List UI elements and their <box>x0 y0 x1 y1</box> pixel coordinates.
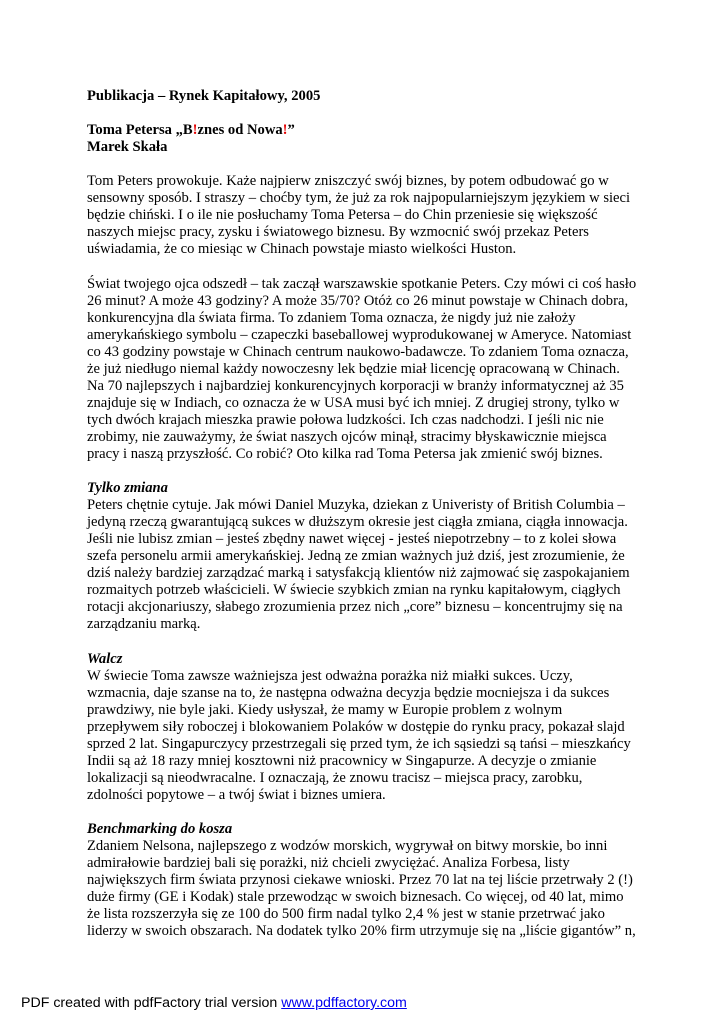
publication-line: Publikacja – Rynek Kapitałowy, 2005 <box>87 88 321 104</box>
section-heading-tylko-zmiana: Tylko zmiana <box>87 480 168 496</box>
footer-text: PDF created with pdfFactory trial version <box>21 995 282 1011</box>
text-line: szefa personelu armii amerykańskiej. Jedną ze zmian ważnych już dziś, jest zrozumienie, że <box>87 548 625 564</box>
text-line: lokalizacji są nieodwracalne. I oznaczają, że znowu tracisz – miejsca pracy, zarobku, <box>87 769 583 786</box>
text-line: zarządzaniu marką. <box>87 616 201 632</box>
text-line: Świat twojego ojca odszedł – tak zaczął warszawskie spotkanie Peters. Czy mówi ci coś hasło <box>87 275 637 292</box>
document-page <box>87 88 642 940</box>
text-line: duże firmy (GE i Kodak) stale przewodząc w swoich biznesach. Co więcej, od 40 lat, mimo <box>87 889 624 905</box>
text-line: sprzed 2 lat. Singapurczycy przestrzegali się przed tym, że ich sąsiedzi są tańsi – mieszkańcy <box>87 735 631 752</box>
text-line: zdolności popytowe – a twój świat i biznes umiera. <box>87 786 386 803</box>
text-line: uświadamia, że co miesiąc w Chinach powstaje miasto wielkości Huston. <box>87 241 517 257</box>
text-line: naszych miejsc pracy, zysku i światowego biznesu. By wzmocnić swój przekaz Peters <box>87 224 589 240</box>
text-line: sensowny sposób. I straszy – choćby tym, że już za rok najpopularniejszym językiem w sieci <box>87 190 631 206</box>
text-line: prawdziwy, nie byle jaki. Kiedy usłyszał, że mamy w Europie problem z wolnym <box>87 701 563 718</box>
text-line: liderzy w swoich obszarach. Na dodatek tylko 20% firm utrzymuje się na „liście gigantów” n, <box>87 923 636 939</box>
text-line: Tom Peters prowokuje. Każe najpierw zniszczyć swój biznes, by potem odbudować go w <box>87 173 609 189</box>
text-line: tych dwóch krajach mieszka prawie połowa ludzkości. Ich czas nadchodzi. I jeśli nic nie <box>87 411 604 428</box>
section-3-paragraph <box>87 838 642 940</box>
text-line: Na 70 najlepszych i najbardziej konkurencyjnych korporacji w branży informatycznej aż 35 <box>87 377 624 394</box>
text-line: wzmacnia, daje szanse na to, że następna odważna decyzja będzie mocniejsza i da sukces <box>87 684 610 701</box>
text-line: że lista rozszerzyła się ze 100 do 500 firm nadal tylko 2,4 % jest w stanie przetrwać jako <box>87 906 605 922</box>
text-line: Zdaniem Nelsona, najlepszego z wodzów morskich, wygrywał on bitwy morskie, bo inni <box>87 838 608 854</box>
text-line: rotacji akcjonariuszy, słabego zrozumienia przez nich „core” biznesu – koncentrujmy się na <box>87 599 623 615</box>
paragraph-2 <box>87 276 642 463</box>
text-line: Jeśli nie lubisz zmian – jesteś zbędny nawet więcej - jesteś niepotrzebny – to z kolei słowa <box>87 531 617 547</box>
section-heading-walcz: Walcz <box>87 650 123 667</box>
intro-paragraph <box>87 173 642 258</box>
text-line: Peters chętnie cytuje. Jak mówi Daniel Muzyka, dziekan z Univeristy of British Columbia – <box>87 497 625 513</box>
text-line: co 43 godziny powstaje w Chinach centrum naukowo-badawcze. To zdaniem Toma oznacza, <box>87 343 629 360</box>
author-name: Marek Skała <box>87 139 168 155</box>
text-line: przepływem siły roboczej i blokowaniem Polaków w dostępie do rynku pracy, pokazał slajd <box>87 718 625 735</box>
text-line: dziś należy bardziej zarządzać marką i satysfakcją klientów niż zajmować się zaspokajaniem <box>87 565 630 581</box>
text-line: W świecie Toma zawsze ważniejsza jest odważna porażka niż miałki sukces. Uczy, <box>87 667 573 684</box>
text-line: pracy i naszą przyszłość. Co robić? Oto kilka rad Toma Petersa jak zmienić swój biznes. <box>87 445 603 462</box>
text-line: amerykańskiego symbolu – czapeczki baseballowej wyprodukowanej w Ameryce. Natomiast <box>87 326 632 343</box>
text-line: znajduje się w Indiach, co oznacza że w USA musi być ich mniej. Z drugiej strony, tylko w <box>87 394 620 411</box>
section-1-paragraph <box>87 497 642 633</box>
pdffactory-link[interactable]: www.pdffactory.com <box>281 995 407 1011</box>
text-line: rozmaitych potrzeb właścicieli. W świecie szybkich zmian na rynku kapitałowym, ciągłych <box>87 582 621 598</box>
text-line: największych firm świata przynosi ciekawe wnioski. Przez 70 lat na tej liście przetrwały 2 (!) <box>87 872 633 888</box>
text-line: jedyną rzeczą gwarantującą sukces w dłuższym okresie jest ciągła zmiana, ciągła innowacja. <box>87 514 628 530</box>
article-title: Toma Petersa „B!znes od Nowa!” <box>87 122 295 138</box>
text-line: Indii są aż 18 razy mniej kosztowni niż pracownicy w Singapurze. A decyzje o zmianie <box>87 752 597 769</box>
pdf-footer <box>21 995 407 1012</box>
section-heading-benchmarking: Benchmarking do kosza <box>87 821 233 837</box>
text-line: admirałowie bardziej bali się porażki, niż chcieli zwyciężać. Analiza Forbesa, listy <box>87 855 570 871</box>
section-2-paragraph <box>87 668 642 804</box>
text-line: że już niedługo niemal każdy nowoczesny lek będzie miał licencję opracowaną w Chinach. <box>87 360 620 377</box>
text-line: 26 minut? A może 43 godziny? A może 35/70? Otóż co 26 minut powstaje w Chinach dobra, <box>87 292 629 309</box>
text-line: konkurencyjna dla świata firma. To zdaniem Toma oznacza, że nigdy już nie założy <box>87 309 576 326</box>
text-line: zrobimy, nie zauważymy, że świat naszych ojców minął, stracimy błyskawicznie miejsca <box>87 428 607 445</box>
text-line: będzie chiński. I o ile nie posłuchamy Toma Petersa – do Chin przeniesie się większość <box>87 207 598 223</box>
